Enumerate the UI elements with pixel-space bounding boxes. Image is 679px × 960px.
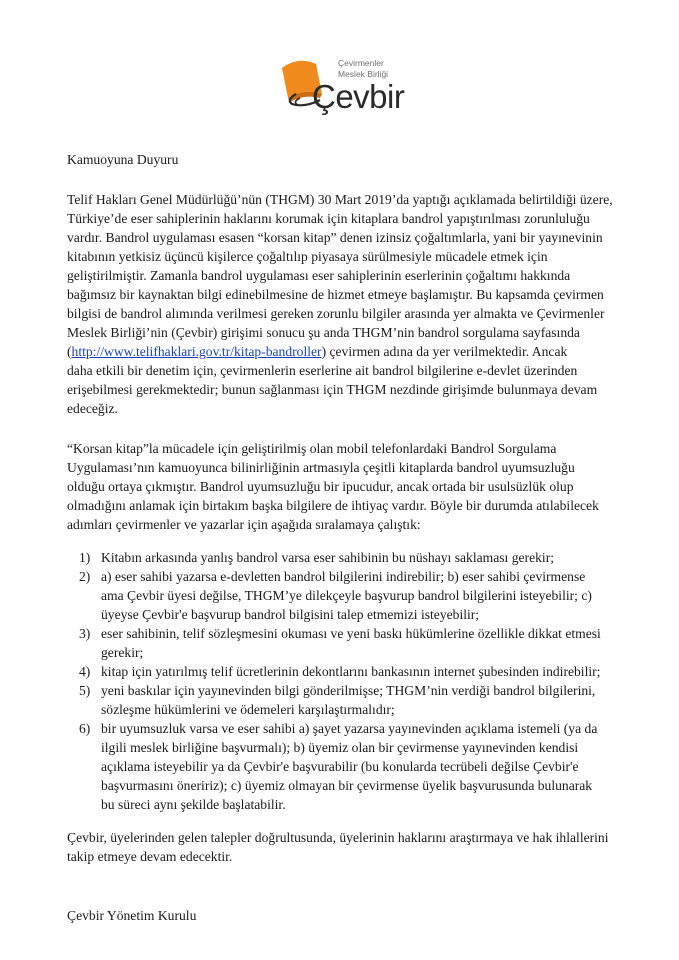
list-text: a) eser sahibi yazarsa e-devletten bandrol bilgilerini indirebilir; b) eser sahibi çevirmense ama Çevbir üyesi değilse, THGM’ye dilekçeyle başvurup bandrol bilgilerini isteyebilir; c) üyeyse Çevbir'e başvurup bandrol bilgisini talep etmemizi isteyebilir;: [101, 569, 592, 622]
list-item: [67, 567, 627, 624]
list-item: [67, 662, 627, 681]
list-item: [67, 681, 627, 719]
paragraph-bandrol-info: [67, 190, 627, 418]
list-item: [67, 719, 627, 814]
org-name-line1: Çevirmenler: [338, 58, 384, 68]
list-item: [67, 548, 627, 567]
closing-paragraph: Çevbir, üyelerinden gelen talepler doğrultusunda, üyelerinin haklarını araştırmaya ve hak ihlallerini takip etmeye devam edecektir.: [67, 830, 609, 864]
org-name-line2: Meslek Birliği: [338, 69, 389, 79]
list-number: 2): [79, 569, 91, 584]
steps-list: [67, 548, 627, 814]
list-number: 5): [79, 683, 91, 698]
list-number: 6): [79, 721, 91, 736]
signature: Çevbir Yönetim Kurulu: [67, 908, 197, 923]
list-text: yeni baskılar için yayınevinden bilgi gönderilmişse; THGM’nin verdiği bandrol bilgilerini, sözleşme hükümlerini ve ödemeleri karşılaştırmalıdır;: [101, 683, 596, 717]
list-item: [67, 624, 627, 662]
paragraph-korsan-kitap: “Korsan kitap”la mücadele için geliştirilmiş olan mobil telefonlardaki Bandrol Sorgulama Uygulaması’nın kamuoyunca bilinirliğinin artmasıyla çeşitli kitaplarda bandrol uyumsuzluğu olduğu ortaya çıkmıştır. Bandrol uyumsuzluğu bir ipucudur, ancak ortada bir usulsüzlük olup olmadığını anlamak için birtakım başka bilgilere de ihtiyaç vardır. Böyle bir durumda atılabilecek adımları çevirmenler ve yazarlar için aşağıda sıralamaya çalıştık:: [67, 441, 599, 532]
cevbir-logo: [272, 50, 422, 120]
list-number: 1): [79, 550, 91, 565]
announcement-heading: Kamuoyuna Duyuru: [67, 152, 179, 167]
list-text: bir uyumsuzluk varsa ve eser sahibi a) şayet yazarsa yayınevinden açıklama istemeli (ya da ilgili meslek birliğine başvurmalı); b) üyemiz olan bir çevirmense yayınevinden kendisi açıklama isteyebilir ya da Çevbir'e başvurabilir (bu konularda tecrübeli değilse Çevbir'e başvurmasını öneririz); c) üyemiz olmayan bir çevirmense üyelik başvurusunda bulunarak bu süreci aynı şekilde başlatabilir.: [101, 721, 598, 812]
list-text: kitap için yatırılmış telif ücretlerinin dekontlarını bankasının internet şubesinden indirebilir;: [101, 664, 601, 679]
announcement-body: [67, 150, 627, 925]
paragraph-text: Telif Hakları Genel Müdürlüğü’nün (THGM) 30 Mart 2019’da yaptığı açıklamada belirtildiği üzere, Türkiye’de eser sahiplerinin haklarını korumak için kitaplara bandrol yapıştırılması zorunluluğu vardır. Bandrol uygulaması esasen “korsan kitap” denen izinsiz çoğaltımlarla, yani bir yayınevinin kitabının yetkisiz üçüncü kişilerce çoğaltılıp piyasaya sürülmesiyle mücadele etmek için geliştirilmiştir. Zamanla bandrol uygulaması eser sahiplerinin eserlerinin çoğaltımı hakkında bağımsız bir kaynaktan bilgi edinebilmesine de hizmet etmeye başlamıştır. Bu kapsamda çevirmen bilgisi de bandrol alımında verilmesi gereken zorunlu bilgiler arasında yer almakta ve Çevirmenler Meslek Birliği’nin (Çevbir) girişimi sonucu şu anda THGM’nin bandrol sorgulama sayfasında (: [67, 192, 613, 359]
paragraph-text: ) çevirmen adına da yer verilmektedir. Ancak daha etkili bir denetim için, çevirmenlerin eserlerine ait bandrol bilgilerine e-devlet üzerinden erişebilmesi gerekmektedir; bunun sağlanması için THGM nezdinde girişimde bulunmaya devam edeceğiz.: [67, 344, 598, 416]
list-number: 3): [79, 626, 91, 641]
list-number: 4): [79, 664, 91, 679]
list-text: eser sahibinin, telif sözleşmesini okuması ve yeni baskı hükümlerine özellikle dikkat etmesi gerekir;: [101, 626, 601, 660]
bandrol-query-link[interactable]: http://www.telifhaklari.gov.tr/kitap-bandroller: [71, 344, 322, 359]
list-text: Kitabın arkasında yanlış bandrol varsa eser sahibinin bu nüshayı saklaması gerekir;: [101, 550, 555, 565]
brand-name: Çevbir: [312, 78, 405, 115]
